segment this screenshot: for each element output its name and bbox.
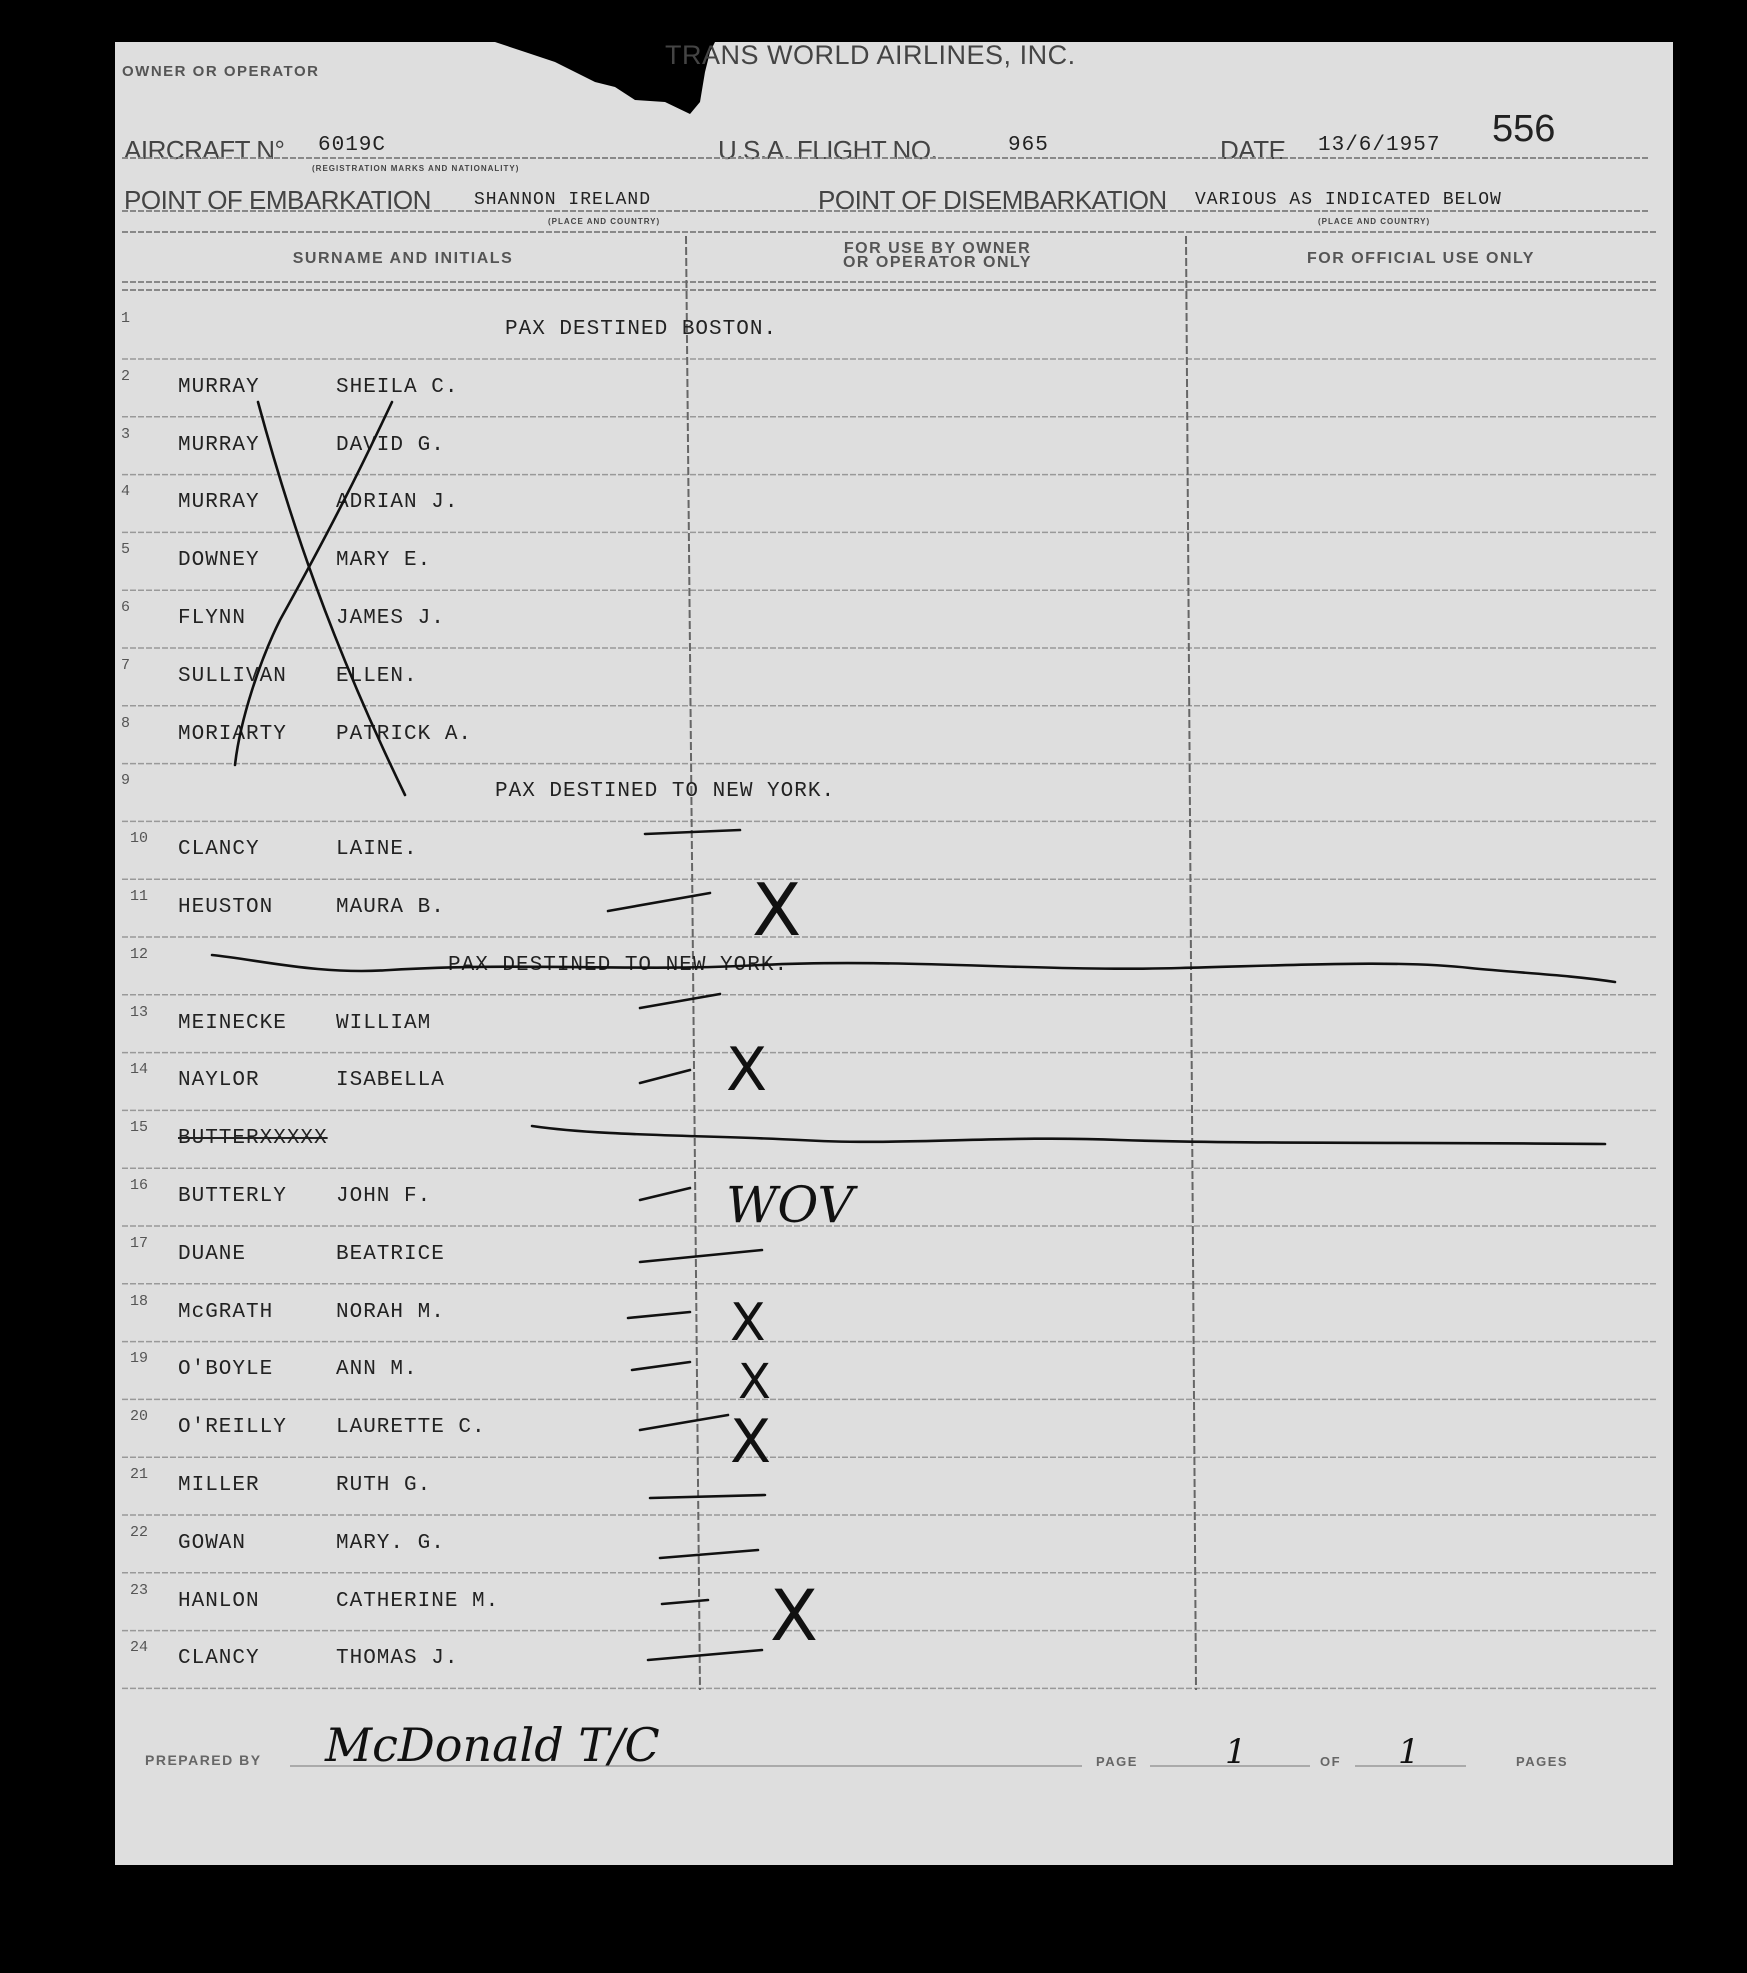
passenger-surname: MORIARTY	[178, 722, 287, 746]
passenger-given-names: JOHN F.	[336, 1185, 432, 1208]
passenger-given-names: CATHERINE M.	[336, 1589, 500, 1613]
date-value: 13/6/1957	[1318, 134, 1441, 157]
dash-row-18	[628, 1312, 690, 1318]
row-number: 14	[130, 1061, 149, 1079]
x-mark-row-18: X	[730, 1293, 766, 1353]
x-mark-row-14: X	[726, 1035, 768, 1105]
row-number: 2	[121, 367, 131, 385]
passenger-surname: O'REILLY	[178, 1416, 287, 1440]
passenger-surname: BUTTERLY	[178, 1185, 287, 1208]
column-official-use-header: FOR OFFICIAL USE ONLY	[1307, 250, 1535, 267]
passenger-surname: MURRAY	[178, 375, 260, 399]
row-number: 15	[130, 1119, 149, 1137]
passenger-surname: MILLER	[178, 1474, 260, 1497]
row-number: 11	[130, 888, 149, 905]
row-number: 19	[130, 1350, 149, 1368]
prepared-by-label: PREPARED BY	[145, 1752, 262, 1768]
passenger-surname: HANLON	[178, 1589, 260, 1613]
aircraft-label: AIRCRAFT N°	[124, 135, 285, 165]
disembarkation-label: POINT OF DISEMBARKATION	[818, 185, 1167, 215]
row-number: 18	[130, 1292, 149, 1310]
passenger-surname: HEUSTON	[178, 896, 274, 919]
large-x-stroke-2	[235, 402, 392, 765]
passenger-given-names: BEATRICE	[336, 1242, 445, 1266]
row-number: 5	[121, 541, 131, 559]
row-number: 21	[130, 1466, 149, 1483]
x-mark-row-20: X	[730, 1407, 772, 1477]
passenger-surname: CLANCY	[178, 1647, 260, 1671]
date-label: DATE	[1220, 135, 1286, 165]
row-number: 12	[130, 945, 149, 963]
strike-row-15	[532, 1126, 1605, 1144]
disembarkation-sublabel: (PLACE AND COUNTRY)	[1318, 217, 1431, 226]
x-mark-row-11: X	[752, 868, 802, 952]
owner-use-line-2: OR OPERATOR ONLY	[842, 254, 1033, 271]
passenger-given-names: MARY E.	[336, 549, 432, 573]
row-number: 17	[130, 1234, 149, 1252]
row-number: 22	[130, 1523, 149, 1541]
section-heading: PAX DESTINED TO NEW YORK.	[448, 953, 789, 977]
dash-row-24	[648, 1650, 762, 1660]
row-number: 6	[121, 599, 131, 616]
passenger-surname: DUANE	[178, 1242, 247, 1266]
passenger-given-names: SHEILA C.	[336, 375, 459, 399]
passenger-given-names: ELLEN.	[336, 664, 418, 688]
row-number: 1	[121, 310, 131, 327]
passenger-given-names: MAURA B.	[336, 896, 445, 919]
aircraft-sublabel: (REGISTRATION MARKS AND NATIONALITY)	[312, 164, 520, 173]
row-number: 20	[130, 1408, 149, 1426]
airline-name: TRANS WORLD AIRLINES, INC.	[665, 40, 1076, 70]
dash-row-22	[660, 1550, 758, 1558]
dash-row-12	[640, 994, 720, 1008]
of-value: 1	[1398, 1732, 1420, 1772]
x-mark-row-19: X	[738, 1354, 771, 1410]
passenger-given-names: ANN M.	[336, 1358, 418, 1382]
of-label: OF	[1320, 1754, 1342, 1769]
pages-label: PAGES	[1516, 1754, 1569, 1769]
x-mark-row-23: X	[770, 1575, 818, 1657]
passenger-surname: MEINECKE	[178, 1011, 287, 1035]
dash-row-11	[608, 893, 710, 911]
row-number: 23	[130, 1581, 149, 1599]
wov-mark-row-16: WOV	[726, 1176, 854, 1234]
passenger-given-names: ADRIAN J.	[336, 491, 459, 515]
embarkation-sublabel: (PLACE AND COUNTRY)	[548, 217, 661, 226]
passenger-surname: GOWAN	[178, 1531, 247, 1555]
owner-operator-label: OWNER OR OPERATOR	[122, 63, 320, 80]
passenger-given-names: ISABELLA	[336, 1069, 445, 1093]
dash-row-14	[640, 1070, 690, 1083]
dash-row-17	[640, 1250, 762, 1262]
passenger-surname: MURRAY	[178, 491, 260, 515]
row-number: 8	[121, 714, 131, 732]
passenger-given-names: JAMES J.	[336, 607, 445, 630]
dash-row-19	[632, 1362, 690, 1370]
passenger-surname: McGRATH	[178, 1300, 274, 1324]
row-number: 4	[121, 483, 131, 501]
page-label: PAGE	[1096, 1754, 1138, 1769]
flight-value: 965	[1008, 134, 1049, 157]
dash-row-10	[645, 830, 740, 834]
embarkation-value: SHANNON IRELAND	[474, 190, 652, 210]
passenger-given-names: MARY. G.	[336, 1531, 445, 1555]
passenger-surname: SULLIVAN	[178, 664, 287, 688]
owner-use-line-1: FOR USE BY OWNER	[843, 240, 1032, 257]
passenger-given-names: RUTH G.	[336, 1474, 432, 1497]
dash-row-16	[640, 1188, 690, 1200]
aircraft-value: 6019C	[318, 134, 387, 157]
dash-row-23	[662, 1600, 708, 1604]
row-number: 24	[130, 1639, 149, 1657]
page-stamp-number: 556	[1492, 108, 1556, 150]
section-heading: PAX DESTINED TO NEW YORK.	[495, 780, 836, 804]
embarkation-label: POINT OF EMBARKATION	[124, 185, 431, 215]
column-surname-header: SURNAME AND INITIALS	[292, 250, 514, 267]
disembarkation-value: VARIOUS AS INDICATED BELOW	[1195, 190, 1502, 210]
passenger-given-names: NORAH M.	[336, 1300, 445, 1324]
passenger-surname: NAYLOR	[178, 1069, 260, 1093]
page-value: 1	[1225, 1732, 1247, 1772]
passenger-given-names: DAVID G.	[336, 433, 445, 457]
passenger-surname: BUTTERXXXXX	[178, 1127, 328, 1151]
row-number: 7	[121, 656, 131, 674]
dash-row-20	[640, 1415, 728, 1430]
passenger-given-names: WILLIAM	[336, 1011, 432, 1035]
row-number: 9	[121, 772, 131, 790]
passenger-surname: DOWNEY	[178, 549, 260, 573]
flight-label: U.S.A. FLIGHT NO.	[718, 135, 938, 165]
passenger-surname: MURRAY	[178, 433, 260, 457]
row-number: 16	[130, 1177, 149, 1194]
passenger-surname: FLYNN	[178, 607, 247, 630]
row-number: 3	[121, 425, 131, 443]
row-number: 10	[130, 830, 149, 848]
passenger-surname: CLANCY	[178, 838, 260, 862]
prepared-by-signature: McDonald T/C	[325, 1718, 660, 1772]
section-heading: PAX DESTINED BOSTON.	[505, 318, 778, 341]
passenger-surname: O'BOYLE	[178, 1358, 274, 1382]
strike-row-12	[212, 955, 1615, 982]
dash-row-21	[650, 1495, 765, 1498]
passenger-given-names: PATRICK A.	[336, 722, 473, 746]
passenger-given-names: THOMAS J.	[336, 1647, 459, 1671]
large-x-stroke-1	[258, 402, 405, 795]
row-number: 13	[130, 1003, 149, 1021]
passenger-given-names: LAINE.	[336, 838, 418, 862]
passenger-given-names: LAURETTE C.	[336, 1416, 486, 1440]
